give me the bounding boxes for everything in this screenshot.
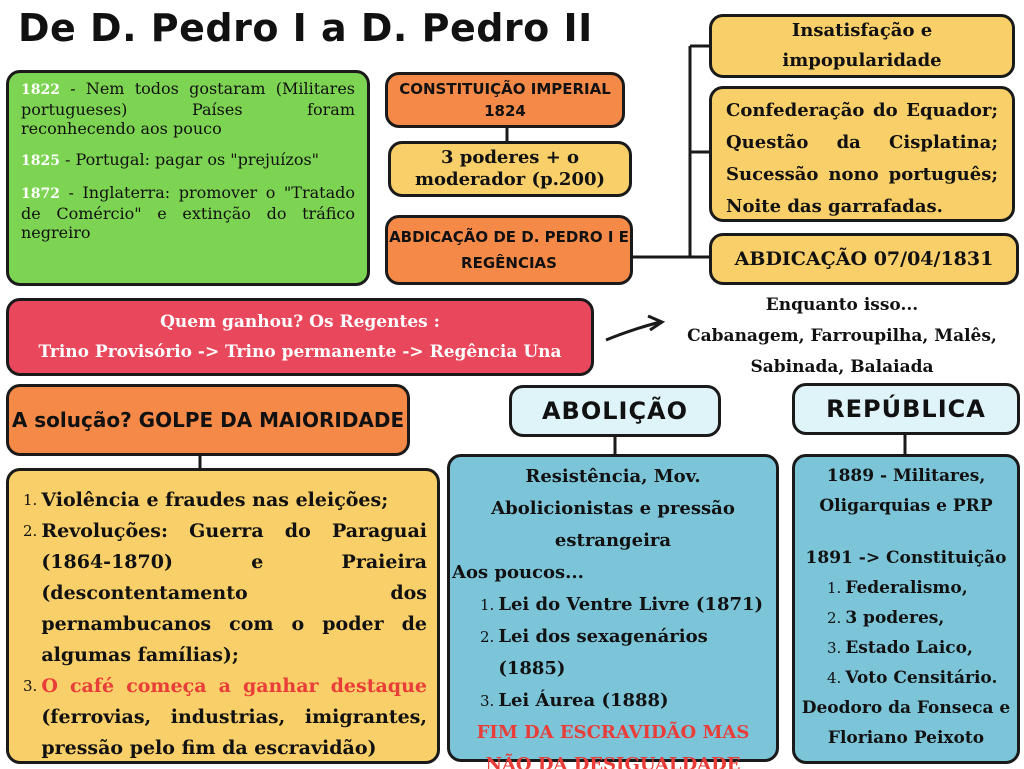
causa-item: Questão da Cisplatina; [726, 132, 998, 153]
abolicao-header: ABOLIÇÃO [509, 385, 721, 437]
abdicacao-regencias-box: ABDICAÇÃO DE D. PEDRO I E REGÊNCIAS [385, 215, 633, 285]
year-1872: 1872 [21, 186, 60, 202]
cafe-rest: (ferrovias, industrias, imigrantes, pressão pelo fim da escravidão) [41, 706, 427, 759]
abolicao-box [447, 454, 779, 769]
fim-escravidao: FIM DA ESCRAVIDÃO MAS NÃO DA DESIGUALDADE [476, 722, 750, 769]
green-line-1 [21, 79, 355, 138]
causa-item: Confederação do Equador; [726, 100, 998, 121]
list-item: 3. O café começa a ganhar destaque (ferrovias, industrias, imigrantes, pressão pelo fim da escravidão) [23, 675, 427, 759]
enquanto-line-1: Enquanto isso... [765, 295, 919, 315]
list-item: 1. Violência e fraudes nas eleições; [23, 489, 389, 511]
causa-item: Noite das garrafadas. [726, 196, 943, 217]
page-title: De D. Pedro I a D. Pedro II [18, 6, 593, 50]
list-item: 2. 3 poderes, [827, 608, 945, 628]
republica-header: REPÚBLICA [792, 383, 1020, 435]
abdicacao-data-box: ABDICAÇÃO 07/04/1831 [709, 233, 1019, 285]
poderes-box: 3 poderes + o moderador (p.200) [388, 141, 632, 197]
arrow-enquanto [606, 322, 660, 340]
regentes-line-1: Quem ganhou? Os Regentes : [160, 312, 440, 332]
causas-box [709, 86, 1015, 222]
list-item: 1. Lei do Ventre Livre (1871) [480, 594, 764, 615]
year-1825: 1825 [21, 153, 60, 169]
list-item: 2. Lei dos sexagenários (1885) [480, 626, 708, 679]
insatisfacao-box: Insatisfação e impopularidade [709, 14, 1015, 78]
enquanto-text [672, 290, 1012, 383]
golpe-list-box [6, 468, 440, 764]
green-text-2: - Portugal: pagar os "prejuízos" [59, 150, 320, 169]
green-line-2 [21, 150, 355, 171]
green-box [6, 70, 370, 286]
green-line-3 [21, 183, 355, 242]
republica-line-1: 1889 - Militares, Oligarquias e PRP [819, 466, 993, 516]
enquanto-line-3: Sabinada, Balaiada [750, 357, 934, 377]
year-1822: 1822 [21, 82, 60, 98]
enquanto-line-2: Cabanagem, Farroupilha, Malês, [687, 326, 997, 346]
republica-box [792, 454, 1020, 764]
republica-footer: Deodoro da Fonseca e Floriano Peixoto [801, 698, 1011, 748]
list-item: 3. Estado Laico, [827, 638, 973, 658]
constituicao-box: CONSTITUIÇÃO IMPERIAL 1824 [385, 72, 625, 128]
cafe-highlight: O café começa a ganhar destaque [41, 675, 427, 697]
causa-item: Sucessão nono português; [726, 164, 998, 185]
regentes-line-2: Trino Provisório -> Trino permanente -> Regência Una [38, 342, 562, 362]
list-item: 2. Revoluções: Guerra do Paraguai (1864-1870) e Praieira (descontentamento dos pernambucanos com o poder de algumas famílias); [23, 520, 427, 666]
list-item: 3. Lei Áurea (1888) [480, 690, 669, 711]
list-item: 1. Federalismo, [827, 578, 968, 598]
abolicao-intro: Resistência, Mov. Abolicionistas e pressão estrangeira [491, 466, 735, 551]
republica-line-2: 1891 -> Constituição [805, 548, 1007, 568]
green-text-3: - Inglaterra: promover o "Tratado de Comércio" e extinção do tráfico negreiro [21, 183, 355, 242]
aos-poucos: Aos poucos... [452, 562, 584, 583]
regentes-box [6, 298, 594, 376]
list-item: 4. Voto Censitário. [827, 668, 998, 688]
golpe-box: A solução? GOLPE DA MAIORIDADE [6, 384, 410, 456]
green-text-1: - Nem todos gostaram (Militares portugueses) Países foram reconhecendo aos pouco [21, 79, 355, 138]
